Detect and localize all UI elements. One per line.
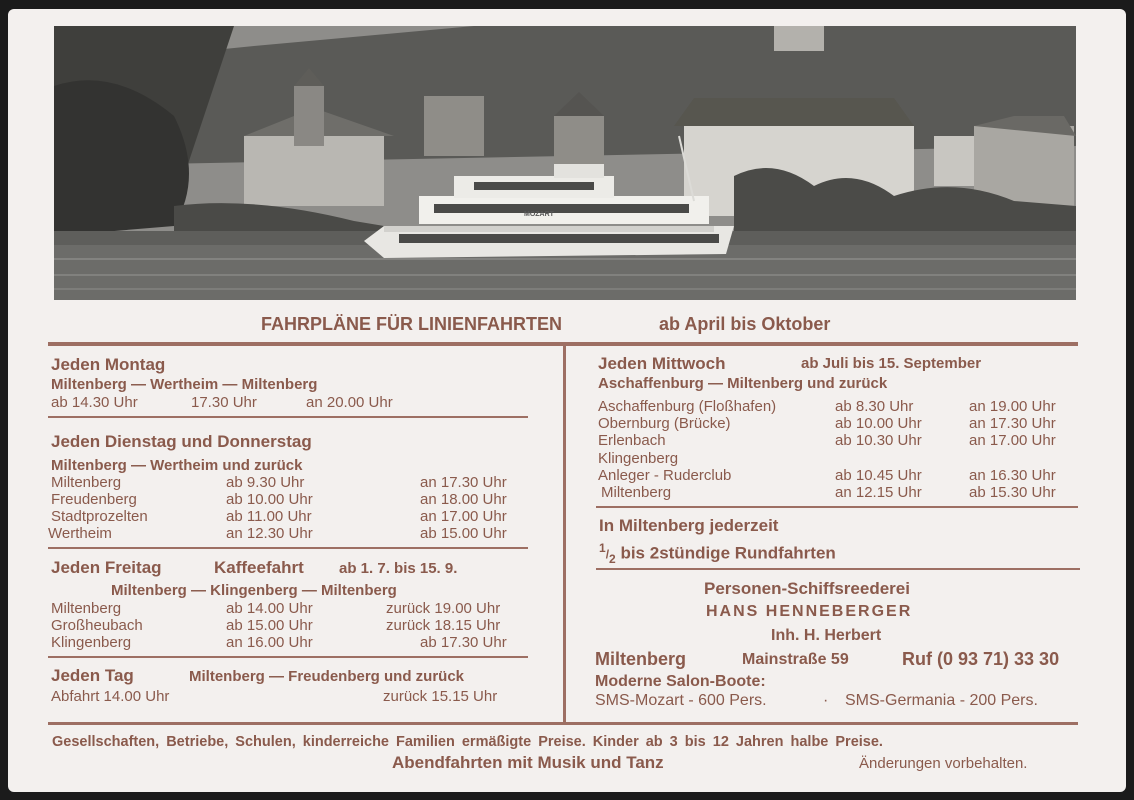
town-harbor-photo (54, 26, 1076, 300)
stop-name: Obernburg (Brücke) (598, 415, 731, 432)
stop-name: Stadtprozelten (51, 508, 148, 525)
boat-germania: SMS-Germania - 200 Pers. (845, 692, 1038, 709)
departure-time: an 16.00 Uhr (226, 634, 313, 651)
arrival-time: ab 15.00 Uhr (420, 525, 507, 542)
tue-thu-heading: Jeden Dienstag und Donnerstag (51, 432, 312, 451)
column-divider (563, 346, 566, 724)
return-time: zurück 18.15 Uhr (386, 617, 501, 634)
arrival-time: an 17.00 Uhr (420, 508, 507, 525)
boat-mozart: SMS-Mozart - 600 Pers. (595, 692, 767, 709)
stop-name: Großheubach (51, 617, 143, 634)
monday-turnaround: 17.30 Uhr (191, 394, 257, 411)
departure-time: ab 10.30 Uhr (835, 432, 922, 449)
departure-time: an 12.30 Uhr (226, 525, 313, 542)
departure-time: ab 10.00 Uhr (835, 415, 922, 432)
departure-time: ab 11.00 Uhr (226, 508, 312, 525)
stop-name: Erlenbach (598, 432, 666, 449)
fraction-slash: / (605, 547, 610, 562)
wednesday-route: Aschaffenburg — Miltenberg und zurück (598, 375, 888, 392)
company-city: Miltenberg (595, 649, 687, 669)
company-phone: Ruf (0 93 71) 33 30 (902, 649, 1060, 669)
wednesday-period: ab Juli bis 15. September (801, 355, 982, 372)
stop-name: Freudenberg (51, 491, 137, 508)
schedule-title: FAHRPLÄNE FÜR LINIENFAHRTEN (261, 314, 562, 334)
section-divider (48, 547, 528, 549)
departure-time: ab 8.30 Uhr (835, 398, 914, 415)
section-divider (48, 656, 528, 658)
bottom-divider (48, 722, 1078, 725)
departure-time: ab 10.00 Uhr (226, 491, 313, 508)
arrival-time: an 19.00 Uhr (969, 398, 1056, 415)
stop-name: Miltenberg (51, 600, 122, 617)
section-divider (48, 416, 528, 418)
ship-name-label: MOZART (524, 211, 554, 218)
friday-route: Miltenberg — Klingenberg — Miltenberg (111, 582, 397, 599)
owner-name: HANS HENNEBERGER (706, 603, 913, 620)
stop-name: Aschaffenburg (Floßhafen) (598, 398, 777, 415)
stop-name: Anleger - Ruderclub (598, 467, 732, 484)
fraction-denominator: 2 (609, 552, 616, 567)
departure-time: ab 9.30 Uhr (226, 474, 305, 491)
departure-time: ab 15.00 Uhr (226, 617, 313, 634)
arrival-time: an 17.30 Uhr (420, 474, 507, 491)
daily-heading: Jeden Tag (51, 666, 134, 685)
departure-time: ab 14.00 Uhr (226, 600, 313, 617)
fraction-numerator: 1 (599, 541, 606, 555)
stop-name: Miltenberg (51, 474, 122, 491)
daily-departure: Abfahrt 14.00 Uhr (51, 688, 170, 705)
arrival-time: an 17.00 Uhr (969, 432, 1056, 449)
anytime-heading: In Miltenberg jederzeit (599, 516, 779, 535)
return-time: zurück 19.00 Uhr (386, 600, 501, 617)
arrival-time: ab 15.30 Uhr (969, 484, 1056, 501)
boat-separator: · (823, 692, 829, 709)
postcard (8, 9, 1126, 792)
arrival-time: an 17.30 Uhr (969, 415, 1056, 432)
stop-name: Miltenberg (601, 484, 672, 501)
wednesday-heading: Jeden Mittwoch (598, 354, 726, 373)
daily-return: zurück 15.15 Uhr (383, 688, 498, 705)
round-trip-text: bis 2stündige Rundfahrten (620, 543, 836, 563)
friday-label: Kaffeefahrt (214, 558, 304, 577)
evening-trips: Abendfahrten mit Musik und Tanz (392, 753, 664, 772)
arrival-time: an 18.00 Uhr (420, 491, 507, 508)
stop-name: Klingenberg (51, 634, 132, 651)
section-divider (596, 568, 1080, 570)
friday-heading: Jeden Freitag (51, 558, 162, 577)
company-name: Personen-Schiffsreederei (704, 579, 910, 598)
monday-arrival: an 20.00 Uhr (306, 394, 393, 411)
section-divider (596, 506, 1078, 508)
season-label: ab April bis Oktober (659, 314, 831, 334)
monday-heading: Jeden Montag (51, 355, 166, 374)
proprietor-line: Inh. H. Herbert (771, 627, 882, 644)
daily-route: Miltenberg — Freudenberg und zurück (189, 668, 465, 685)
departure-time: an 12.15 Uhr (835, 484, 922, 501)
departure-time: ab 10.45 Uhr (835, 467, 922, 484)
boats-heading: Moderne Salon-Boote: (595, 673, 766, 690)
round-trip-line (599, 539, 836, 569)
monday-route: Miltenberg — Wertheim — Miltenberg (51, 376, 318, 393)
changes-notice: Änderungen vorbehalten. (859, 755, 1028, 772)
photo-drawing (54, 26, 1076, 300)
stop-name: Klingenberg (598, 450, 679, 467)
company-street: Mainstraße 59 (742, 651, 849, 668)
friday-period: ab 1. 7. bis 15. 9. (339, 560, 458, 577)
monday-departure: ab 14.30 Uhr (51, 394, 138, 411)
stop-name: Wertheim (48, 525, 112, 542)
return-time: ab 17.30 Uhr (420, 634, 507, 651)
arrival-time: an 16.30 Uhr (969, 467, 1056, 484)
tue-thu-route: Miltenberg — Wertheim und zurück (51, 457, 303, 474)
discount-notice: Gesellschaften, Betriebe, Schulen, kinderreiche Familien ermäßigte Preise. Kinder ab 3 bis 12 Jahren halbe Preise. (52, 734, 883, 750)
